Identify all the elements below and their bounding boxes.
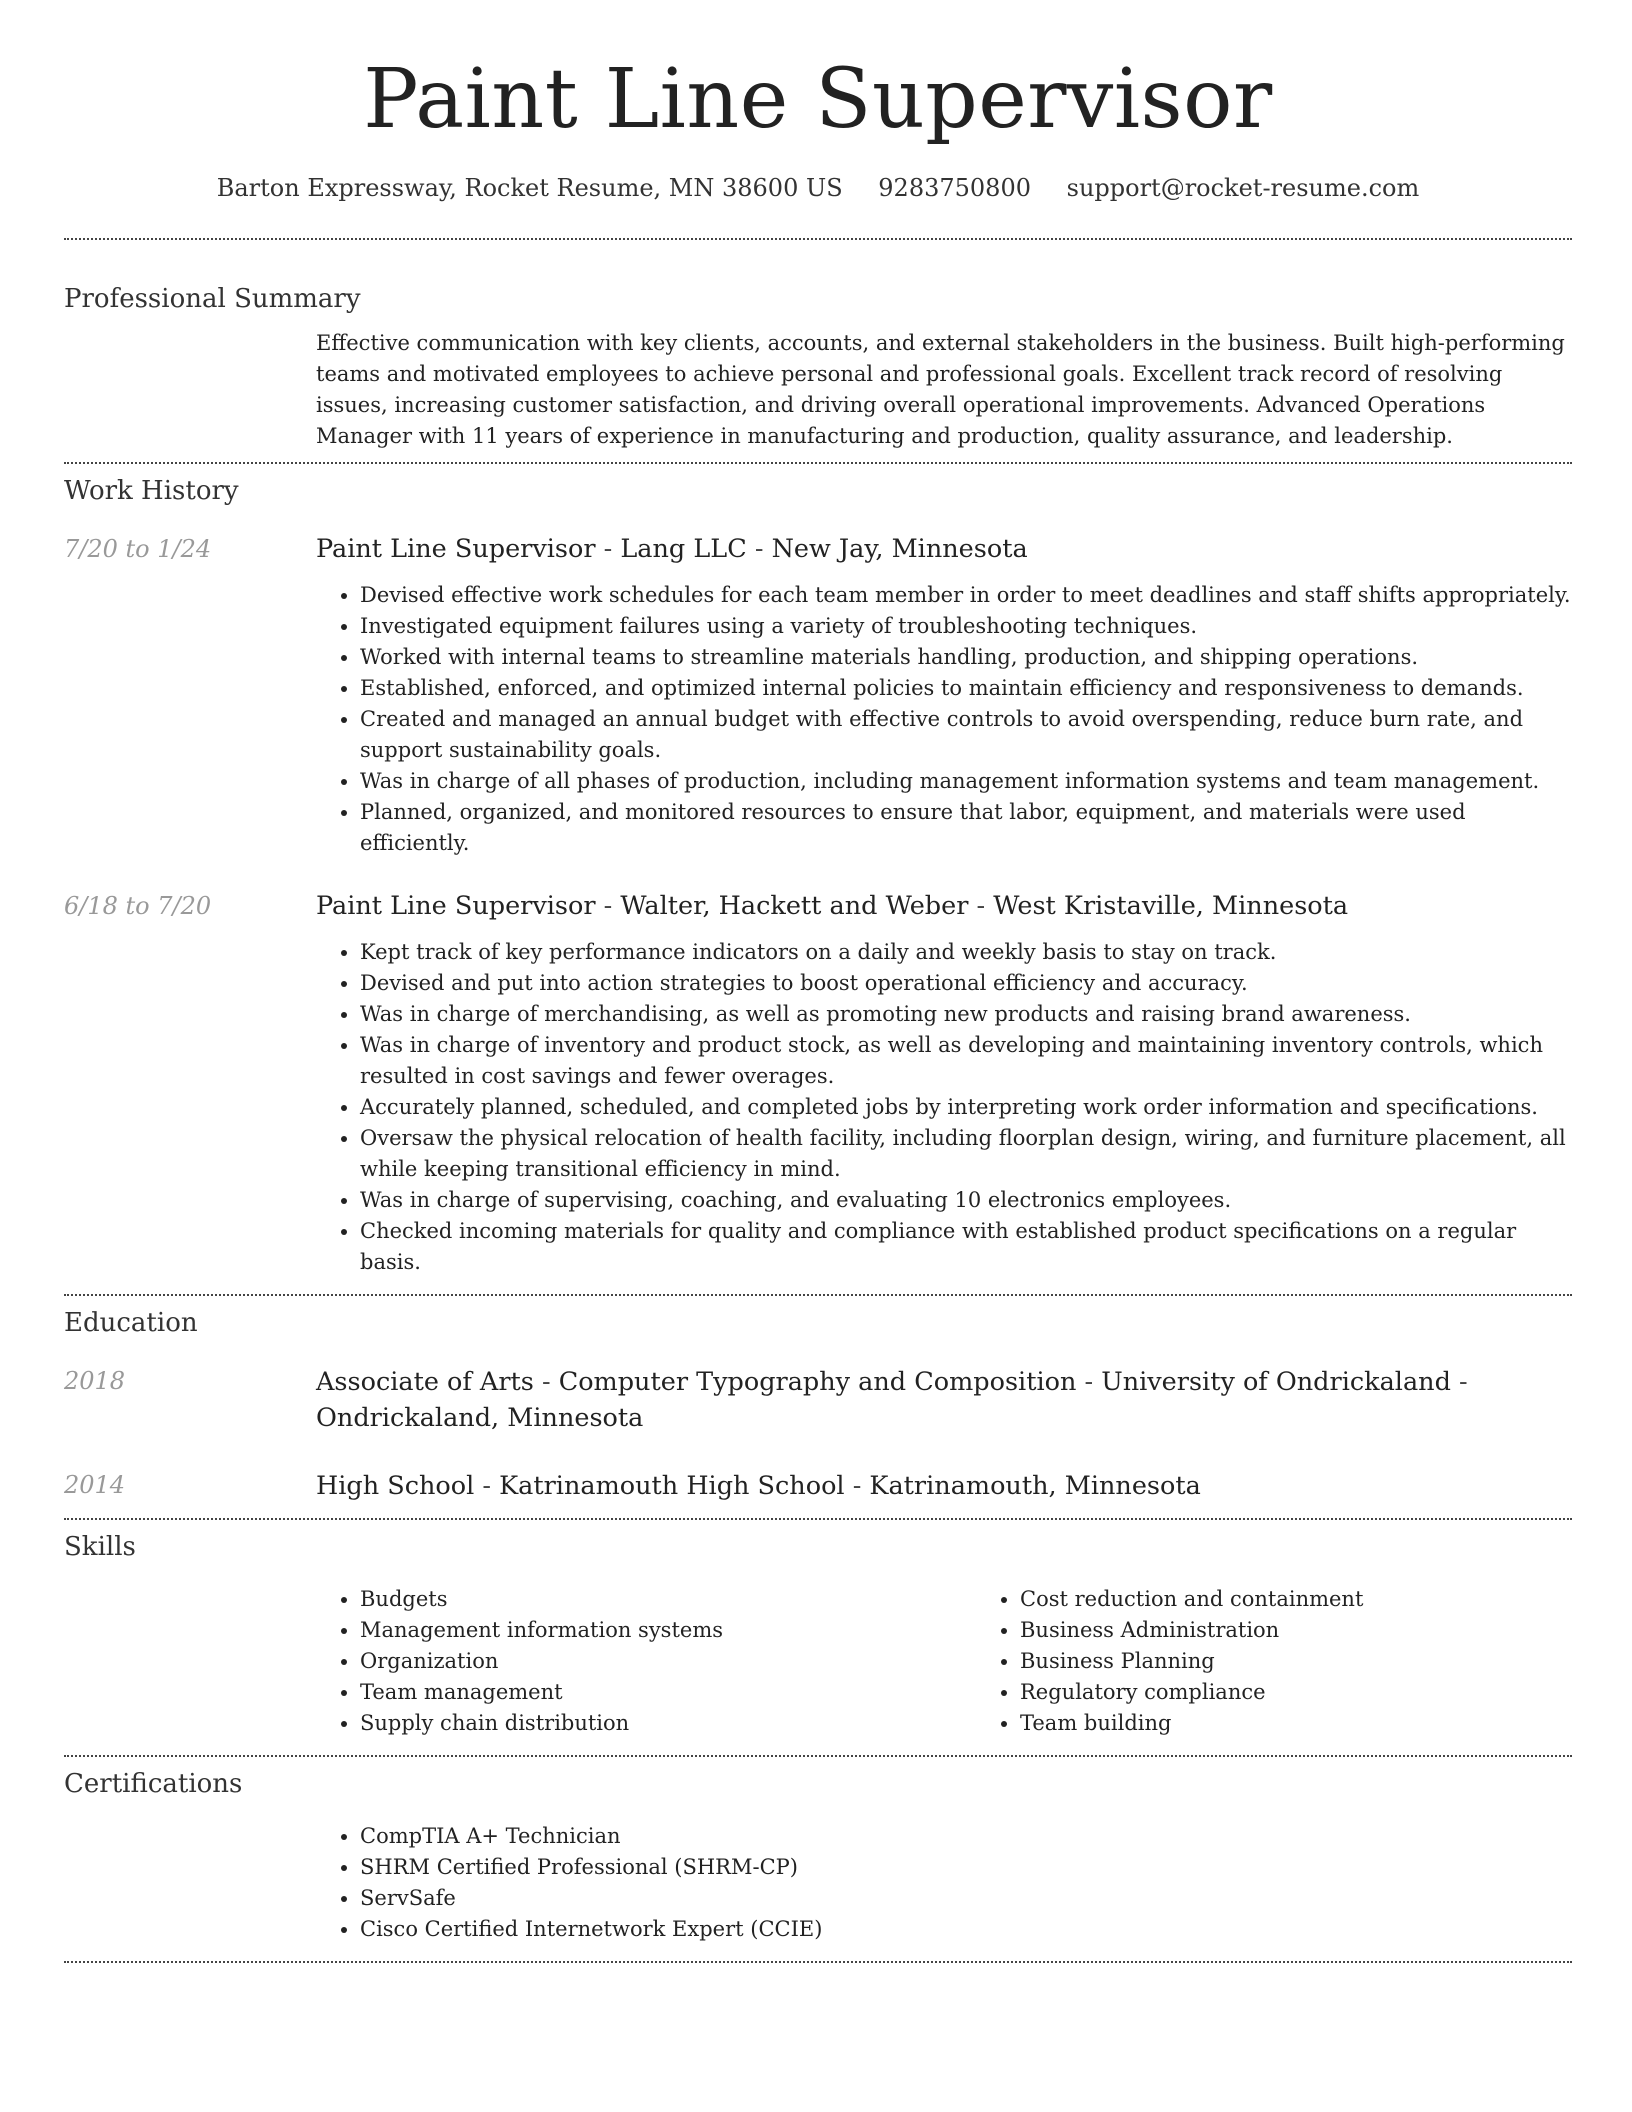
job-heading	[316, 532, 1572, 566]
heading-separator: -	[968, 891, 994, 921]
job-bullet: • Established, enforced, and optimized internal policies to maintain efficiency and responsiveness to demands.	[360, 673, 1572, 704]
education-heading	[316, 1364, 1572, 1436]
job-bullet: • Planned, organized, and monitored resources to ensure that labor, equipment, and materials were used efficiently.	[360, 797, 1572, 859]
education-entry	[64, 1364, 1572, 1436]
heading-separator: -	[595, 891, 621, 921]
education-section	[64, 1306, 1572, 1504]
job-bullet: • Worked with internal teams to streamline materials handling, production, and shipping operations.	[360, 642, 1572, 673]
education-location: Katrinamouth, Minnesota	[869, 1471, 1201, 1501]
divider	[64, 1294, 1572, 1296]
section-title-work-history: Work History	[64, 476, 239, 506]
summary-row	[64, 328, 1572, 452]
job-details	[316, 889, 1572, 1278]
job-dates: 7/20 to 1/24	[64, 535, 212, 563]
heading-separator: -	[746, 534, 772, 564]
summary-section	[64, 282, 1572, 452]
certifications-spacer	[64, 1821, 316, 1945]
resume-page	[64, 0, 1572, 1963]
section-title-skills: Skills	[64, 1532, 136, 1562]
skill-item: • Business Planning	[1020, 1646, 1632, 1677]
skills-list-left	[316, 1584, 976, 1739]
heading-separator: -	[1076, 1367, 1102, 1397]
skill-item: • Business Administration	[1020, 1615, 1632, 1646]
certifications-section	[64, 1767, 1572, 1945]
job-bullet: • Was in charge of merchandising, as well as promoting new products and raising brand awareness.	[360, 999, 1572, 1030]
education-year: 2018	[64, 1367, 126, 1395]
job-bullet: • Kept track of key performance indicators on a daily and weekly basis to stay on track.	[360, 937, 1572, 968]
job-bullet: • Was in charge of supervising, coaching, and evaluating 10 electronics employees.	[360, 1185, 1572, 1216]
job-bullet: • Accurately planned, scheduled, and completed jobs by interpreting work order information and specifications.	[360, 1092, 1572, 1123]
skills-section	[64, 1530, 1572, 1739]
candidate-name: Paint Line Supervisor	[363, 52, 1273, 147]
skills-list-right	[976, 1584, 1632, 1739]
education-heading	[316, 1468, 1572, 1504]
job-bullet: • Devised and put into action strategies to boost operational efficiency and accuracy.	[360, 968, 1572, 999]
job-location: New Jay, Minnesota	[771, 534, 1028, 564]
skill-item: • Supply chain distribution	[360, 1708, 976, 1739]
job-bullet-list	[316, 937, 1572, 1278]
job-heading	[316, 889, 1572, 923]
contact-phone: 9283750800	[878, 174, 1031, 202]
summary-text: Effective communication with key clients, accounts, and external stakeholders in the business. Built high-performing teams and motivated employees to achieve personal and professional goals. Excellent track record of resolving issues, increasing customer satisfaction, and driving overall operational improvements. Advanced Operations Manager with 11 years of experience in manufacturing and production, quality assurance, and leadership.	[316, 331, 1565, 448]
certification-item: • SHRM Certified Professional (SHRM-CP)	[360, 1852, 1572, 1883]
section-title-education: Education	[64, 1308, 198, 1338]
job-bullet: • Checked incoming materials for quality and compliance with established product specifications on a regular basis.	[360, 1216, 1572, 1278]
contact-email: support@rocket-resume.com	[1066, 174, 1420, 202]
heading-separator: -	[595, 534, 621, 564]
summary-spacer	[64, 328, 316, 452]
skill-item: • Cost reduction and containment	[1020, 1584, 1632, 1615]
skill-item: • Organization	[360, 1646, 976, 1677]
job-entry	[64, 532, 1572, 859]
divider	[64, 1518, 1572, 1520]
education-school: University of Ondrickaland	[1101, 1367, 1451, 1397]
divider	[64, 1755, 1572, 1757]
certification-item: • CompTIA A+ Technician	[360, 1821, 1572, 1852]
certification-item: • ServSafe	[360, 1883, 1572, 1914]
skill-item: • Team management	[360, 1677, 976, 1708]
heading-separator: -	[474, 1471, 500, 1501]
work-history-section	[64, 474, 1572, 1278]
skills-spacer	[64, 1584, 316, 1739]
certifications-row	[64, 1821, 1572, 1945]
job-bullet-list	[316, 580, 1572, 859]
job-location: West Kristaville, Minnesota	[993, 891, 1349, 921]
education-entry	[64, 1468, 1572, 1504]
contact-line	[64, 172, 1572, 204]
certifications-list	[316, 1821, 1572, 1945]
heading-separator: -	[1450, 1367, 1468, 1397]
job-bullet: • Was in charge of all phases of production, including management information systems and team management.	[360, 766, 1572, 797]
job-bullet: • Created and managed an annual budget with effective controls to avoid overspending, reduce burn rate, and support sustainability goals.	[360, 704, 1572, 766]
skills-grid	[316, 1584, 1632, 1739]
skill-item: • Management information systems	[360, 1615, 976, 1646]
job-company: Walter, Hackett and Weber	[620, 891, 969, 921]
divider	[64, 462, 1572, 464]
skill-item: • Team building	[1020, 1708, 1632, 1739]
education-degree: Associate of Arts	[316, 1367, 534, 1397]
certification-item: • Cisco Certified Internetwork Expert (CCIE)	[360, 1914, 1572, 1945]
job-role: Paint Line Supervisor	[316, 891, 596, 921]
skills-row	[64, 1584, 1572, 1739]
divider	[64, 1961, 1572, 1963]
job-company: Lang LLC	[620, 534, 747, 564]
section-title-summary: Professional Summary	[64, 284, 361, 314]
certifications-body	[316, 1821, 1572, 1945]
skill-item: • Regulatory compliance	[1020, 1677, 1632, 1708]
heading-separator: -	[844, 1471, 870, 1501]
job-bullet: • Oversaw the physical relocation of health facility, including floorplan design, wiring, and furniture placement, all while keeping transitional efficiency in mind.	[360, 1123, 1572, 1185]
job-details	[316, 532, 1572, 859]
education-year: 2014	[64, 1471, 126, 1499]
section-title-certifications: Certifications	[64, 1769, 243, 1799]
job-bullet: • Investigated equipment failures using a variety of troubleshooting techniques.	[360, 611, 1572, 642]
job-entry	[64, 889, 1572, 1278]
job-dates: 6/18 to 7/20	[64, 892, 212, 920]
job-bullet: • Was in charge of inventory and product stock, as well as developing and maintaining inventory controls, which resulted in cost savings and fewer overages.	[360, 1030, 1572, 1092]
job-role: Paint Line Supervisor	[316, 534, 596, 564]
skill-item: • Budgets	[360, 1584, 976, 1615]
education-field: Computer Typography and Composition	[558, 1367, 1077, 1397]
job-bullet: • Devised effective work schedules for each team member in order to meet deadlines and staff shifts appropriately.	[360, 580, 1572, 611]
heading-separator: -	[533, 1367, 559, 1397]
contact-address: Barton Expressway, Rocket Resume, MN 38600 US	[216, 174, 843, 202]
divider	[64, 238, 1572, 240]
education-school: Katrinamouth High School	[499, 1471, 845, 1501]
education-location: Ondrickaland, Minnesota	[316, 1403, 644, 1433]
education-degree: High School	[316, 1471, 475, 1501]
